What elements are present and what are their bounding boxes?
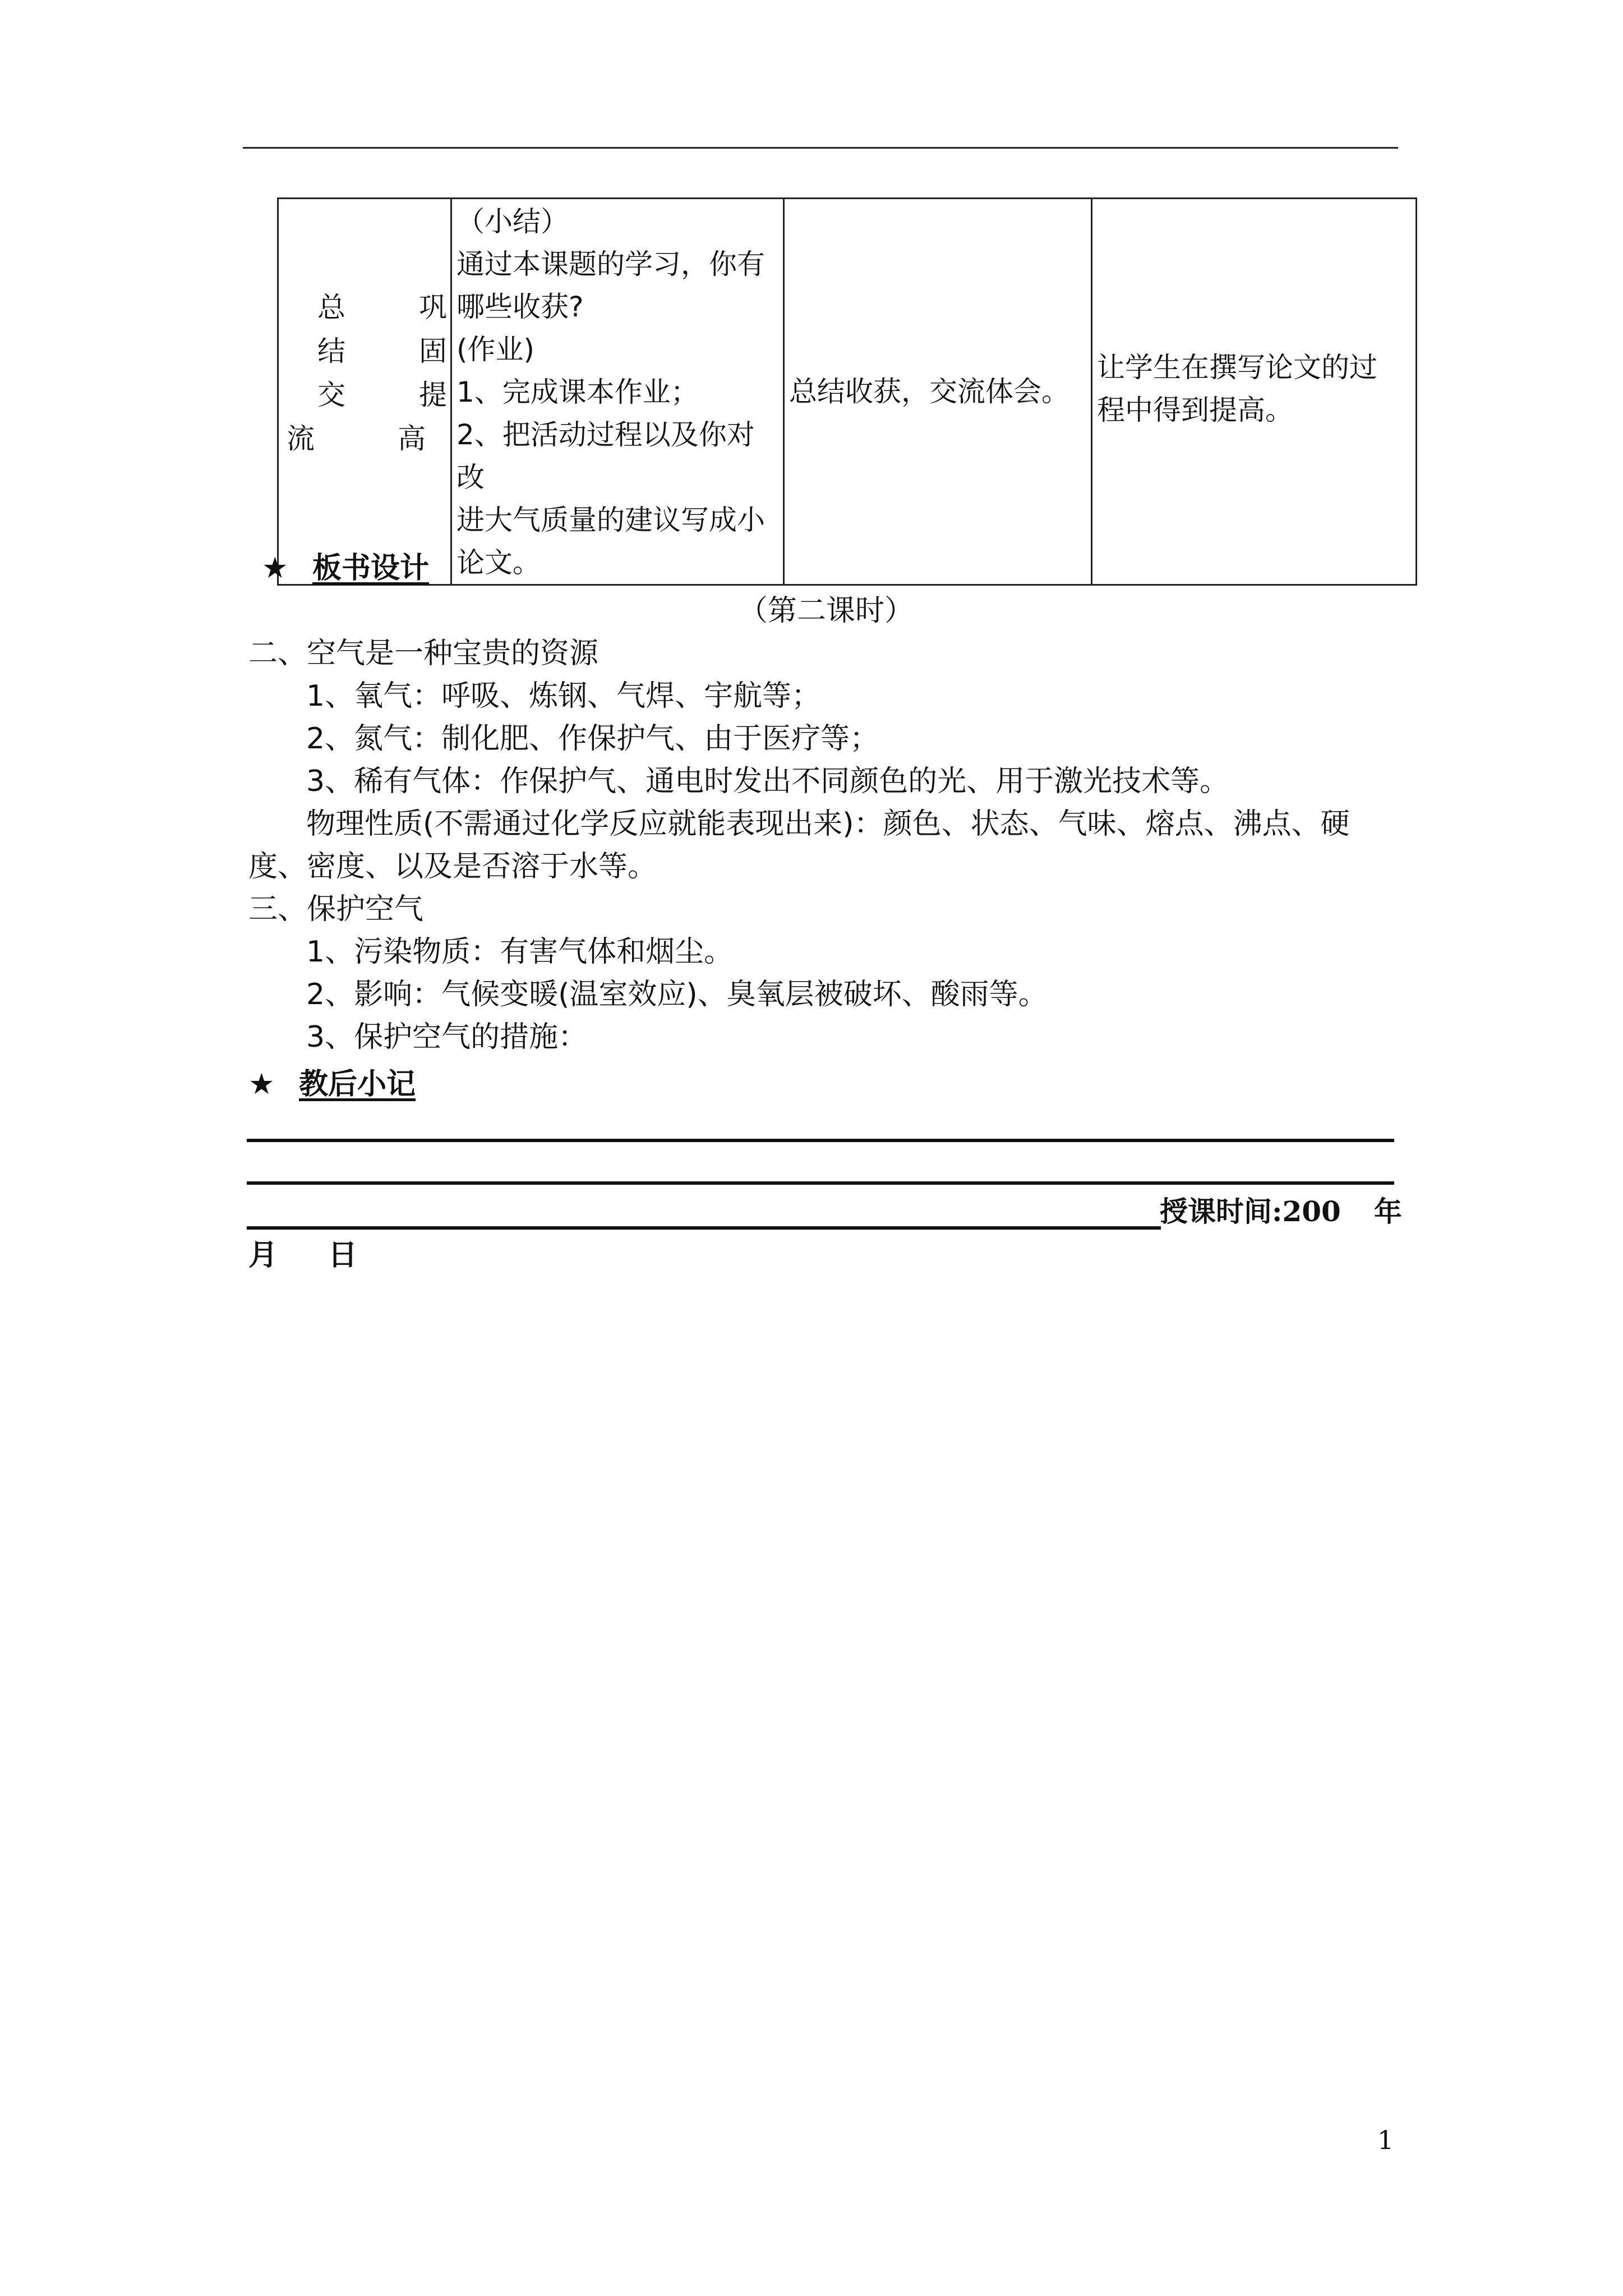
cell-line: 让学生在撰写论文的过	[1097, 351, 1377, 384]
class-time-label: 授课时间:200	[1160, 1195, 1341, 1228]
table-row	[278, 199, 1417, 585]
notes-line	[247, 1139, 1394, 1142]
section-heading: ★ 教后小记	[248, 1063, 1404, 1106]
cell-line: (作业)	[457, 333, 535, 366]
notes-line	[247, 1181, 1394, 1185]
session-label: （第二课时）	[738, 594, 914, 628]
header-rule	[243, 147, 1398, 149]
student-activity-cell	[784, 199, 1092, 585]
cell-line: 哪些收获?	[457, 291, 584, 323]
star-icon: ★	[262, 551, 288, 585]
day-label: 日	[328, 1239, 358, 1272]
stage-label: 总 巩 结 固 交 提 流 高	[287, 291, 447, 455]
cell-line: 通过本课题的学习，你有	[457, 248, 765, 280]
list-item: 1、污染物质：有害气体和烟尘。	[306, 935, 734, 969]
star-icon: ★	[248, 1068, 275, 1101]
year-label: 年	[1374, 1195, 1402, 1228]
board-design-section	[248, 547, 1404, 1106]
section-title: 二、空气是一种宝贵的资源	[248, 637, 599, 670]
cell-line: 进大气质量的建议写成小	[457, 504, 765, 536]
notes-line	[247, 1226, 1161, 1230]
list-item: 1、氧气：呼吸、炼钢、气焊、宇航等；	[306, 679, 821, 713]
section-heading: ★ 板书设计	[248, 547, 1404, 590]
section-title: 三、保护空气	[248, 892, 424, 926]
list-item: 2、氮气：制化肥、作保护气、由于医疗等；	[306, 722, 879, 756]
cell-line: 程中得到提高。	[1097, 394, 1293, 426]
teacher-activity-cell	[451, 199, 784, 585]
paragraph: 物理性质(不需通过化学反应就能表现出来)：颜色、状态、气味、熔点、沸点、硬度、密度、以及是否溶于水等。	[248, 807, 1350, 884]
lesson-table	[277, 197, 1417, 586]
cell-line: 2、把活动过程以及你对改	[457, 418, 755, 494]
page-number: 1	[1377, 2125, 1394, 2155]
stage-cell	[278, 199, 451, 585]
list-item: 3、稀有气体：作保护气、通电时发出不同颜色的光、用于激光技术等。	[306, 765, 1229, 798]
list-item: 3、保护空气的措施：	[306, 1020, 588, 1054]
design-intent-cell	[1092, 199, 1417, 585]
date-row	[248, 1233, 357, 1278]
cell-line: 论文。	[457, 546, 541, 579]
student-activity-text: 总结收获，交流体会。	[789, 375, 1069, 408]
cell-line: 1、完成课本作业；	[457, 376, 699, 408]
cell-line: （小结）	[457, 205, 569, 238]
list-item: 2、影响：气候变暖(温室效应)、臭氧层被破坏、酸雨等。	[306, 978, 1048, 1011]
month-label: 月	[248, 1239, 278, 1272]
